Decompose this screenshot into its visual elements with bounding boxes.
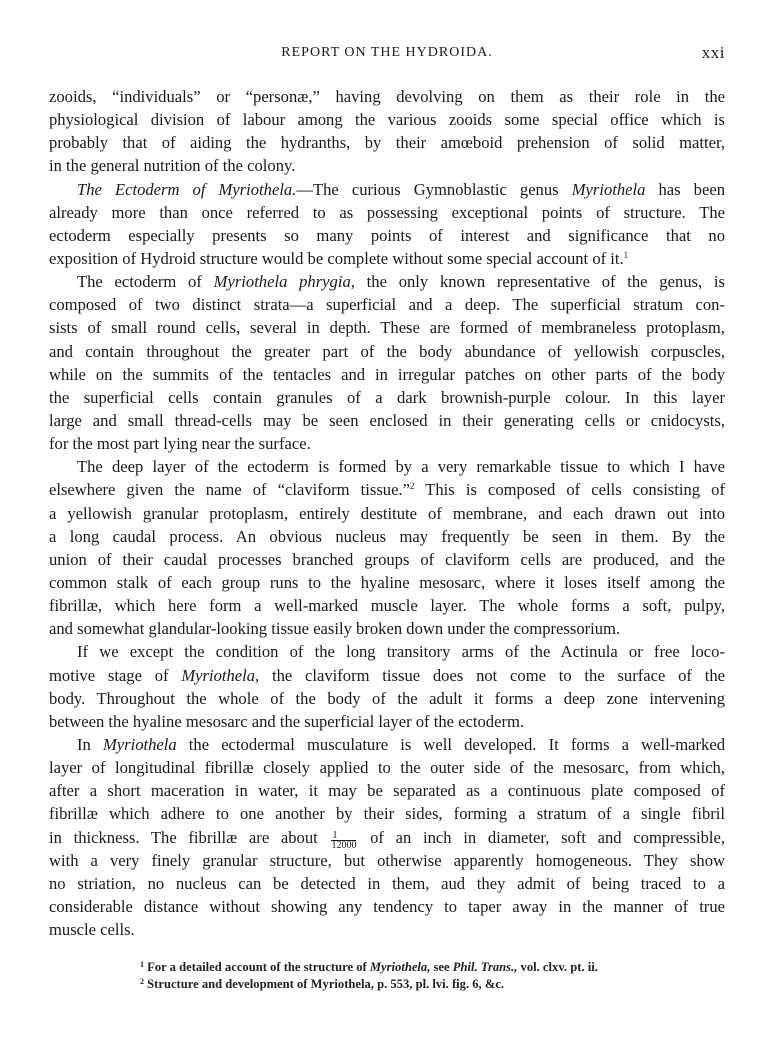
- text-line: [49, 178, 725, 201]
- footnote-ref: 2: [409, 481, 415, 492]
- text-line: [49, 617, 725, 640]
- running-header: [49, 45, 725, 65]
- text-line: [49, 432, 725, 455]
- text-line: [49, 802, 725, 825]
- text-run: the claviform tissue does not come to the surface of the: [259, 665, 726, 685]
- italic-text: Myriothela,: [369, 960, 431, 974]
- text-run: of an inch in diameter, soft and compressible,: [358, 827, 725, 847]
- text-line: [49, 756, 725, 779]
- text-run: in the general nutrition of the colony.: [49, 156, 296, 176]
- text-run: ectoderm especially presents so many points of interest and significance that no: [49, 225, 725, 245]
- footnote: [140, 959, 598, 976]
- text-run: and contain throughout the greater part of the body abundance of yellowish corpuscles,: [49, 341, 725, 361]
- text-line: [49, 779, 725, 802]
- text-run: In: [77, 734, 103, 754]
- fraction: [331, 831, 356, 850]
- text-line: [49, 85, 725, 108]
- text-run: a long caudal process. An obvious nucleus may frequently be seen in them. By the: [49, 526, 725, 546]
- text-run: This is composed of cells consisting of: [414, 480, 725, 500]
- text-line: [49, 826, 725, 849]
- text-run: see: [430, 960, 453, 974]
- text-line: [49, 386, 725, 409]
- text-run: muscle cells.: [49, 920, 135, 940]
- italic-text: Myriothela: [571, 179, 646, 199]
- text-line: [49, 502, 725, 525]
- footnote-mark: 2: [140, 977, 144, 986]
- text-line: [49, 293, 725, 316]
- text-run: between the hyaline mesosarc and the superficial layer of the ectoderm.: [49, 711, 525, 731]
- text-line: [49, 895, 725, 918]
- text-run: elsewhere given the name of “claviform tissue.”: [49, 480, 410, 500]
- text-run: while on the summits of the tentacles and in irregular patches on other parts of the body: [49, 364, 725, 384]
- text-line: [49, 224, 725, 247]
- italic-text: Myriothela phrygia,: [213, 272, 355, 292]
- paragraph: [49, 640, 725, 733]
- paragraph: [49, 85, 725, 178]
- text-run: already more than once referred to as possessing exceptional points of structure. The: [49, 202, 725, 222]
- paragraph: [49, 270, 725, 455]
- text-run: Structure and development of Myriothela, p. 553, pl. lvi. fig. 6, &c.: [147, 977, 505, 991]
- text-run: union of their caudal processes branched groups of claviform cells are produced, and the: [49, 549, 725, 569]
- text-line: [49, 525, 725, 548]
- text-run: For a detailed account of the structure of: [147, 960, 370, 974]
- paragraph: [49, 178, 725, 271]
- text-run: has been: [645, 179, 725, 199]
- text-line: [49, 154, 725, 177]
- text-run: physiological division of labour among the various zooids some special office which is: [49, 110, 725, 130]
- text-run: —The curious Gymnoblastic genus: [296, 179, 572, 199]
- footnotes: [140, 959, 598, 993]
- running-title: REPORT ON THE HYDROIDA.: [281, 45, 493, 60]
- text-run: The ectoderm of: [77, 272, 214, 292]
- text-run: vol. clxv. pt. ii.: [517, 960, 598, 974]
- text-run: a yellowish granular protoplasm, entirely destitute of membrane, and each drawn out into: [49, 503, 725, 523]
- footnote: [140, 976, 598, 993]
- text-run: the superficial cells contain granules of a dark brownish-purple colour. In this layer: [49, 387, 725, 407]
- text-run: after a short maceration in water, it may be separated as a continuous plate composed of: [49, 781, 725, 801]
- text-run: If we except the condition of the long transitory arms of the Actinula or free loco-: [77, 642, 725, 662]
- footnote-ref: 1: [623, 249, 629, 260]
- italic-text: The Ectoderm of Myriothela.: [77, 179, 297, 199]
- text-line: [49, 247, 725, 270]
- text-line: [49, 270, 725, 293]
- text-run: body. Throughout the whole of the body of the adult it forms a deep zone intervening: [49, 688, 725, 708]
- fraction-denominator: 12000: [331, 839, 357, 851]
- italic-text: Phil. Trans.,: [452, 960, 518, 974]
- text-line: [49, 640, 725, 663]
- fraction-numerator: 1: [331, 831, 356, 841]
- text-line: [49, 201, 725, 224]
- body-text: [49, 85, 725, 941]
- text-run: fibrillæ which adhere to one another by their sides, forming a stratum of a single fibril: [49, 804, 725, 824]
- italic-text: Myriothela,: [181, 665, 260, 685]
- text-run: for the most part lying near the surface.: [49, 434, 311, 454]
- text-run: and somewhat glandular-looking tissue easily broken down under the compressorium.: [49, 619, 621, 639]
- paragraph: [49, 455, 725, 640]
- text-line: [49, 710, 725, 733]
- text-line: [49, 594, 725, 617]
- text-line: [49, 548, 725, 571]
- text-line: [49, 478, 725, 501]
- text-run: the only known representative of the genus, is: [354, 272, 725, 292]
- text-run: composed of two distinct strata—a superficial and a deep. The superficial stratum con-: [49, 295, 725, 315]
- page-number: xxi: [701, 43, 725, 62]
- text-run: exposition of Hydroid structure would be complete without some special account of it.: [49, 248, 624, 268]
- text-line: [49, 340, 725, 363]
- text-run: in thickness. The fibrillæ are about: [49, 827, 330, 847]
- text-run: considerable distance without showing any tendency to taper away in the manner of true: [49, 896, 725, 916]
- text-run: fibrillæ, which here form a well-marked muscle layer. The whole forms a soft, pulpy,: [49, 596, 725, 616]
- text-run: motive stage of: [49, 665, 182, 685]
- text-line: [49, 664, 725, 687]
- paragraph: [49, 733, 725, 941]
- text-line: [49, 409, 725, 432]
- text-line: [49, 849, 725, 872]
- text-run: large and small thread-cells may be seen enclosed in their generating cells or cnidocysts,: [49, 410, 725, 430]
- text-line: [49, 108, 725, 131]
- text-run: layer of longitudinal fibrillæ closely applied to the outer side of the mesosarc, from which,: [49, 758, 725, 778]
- text-run: sists of small round cells, several in depth. These are formed of membraneless protoplasm,: [49, 318, 725, 338]
- text-run: probably that of aiding the hydranths, by their amœboid prehension of solid matter,: [49, 133, 725, 153]
- text-line: [49, 872, 725, 895]
- italic-text: Myriothela: [102, 734, 177, 754]
- text-line: [49, 687, 725, 710]
- text-run: zooids, “individuals” or “personæ,” having devolving on them as their role in the: [49, 87, 725, 106]
- text-line: [49, 455, 725, 478]
- text-run: with a very finely granular structure, but otherwise apparently homogeneous. They show: [49, 850, 725, 870]
- text-run: no striation, no nucleus can be detected in them, aud they admit of being traced to a: [49, 873, 725, 893]
- text-line: [49, 733, 725, 756]
- footnote-mark: 1: [140, 960, 144, 969]
- text-run: The deep layer of the ectoderm is formed by a very remarkable tissue to which I have: [77, 457, 725, 477]
- text-run: common stalk of each group runs to the hyaline mesosarc, where it loses itself among the: [49, 572, 725, 592]
- text-line: [49, 131, 725, 154]
- text-line: [49, 363, 725, 386]
- text-line: [49, 918, 725, 941]
- text-line: [49, 316, 725, 339]
- text-line: [49, 571, 725, 594]
- text-run: the ectodermal musculature is well developed. It forms a well-marked: [176, 734, 725, 754]
